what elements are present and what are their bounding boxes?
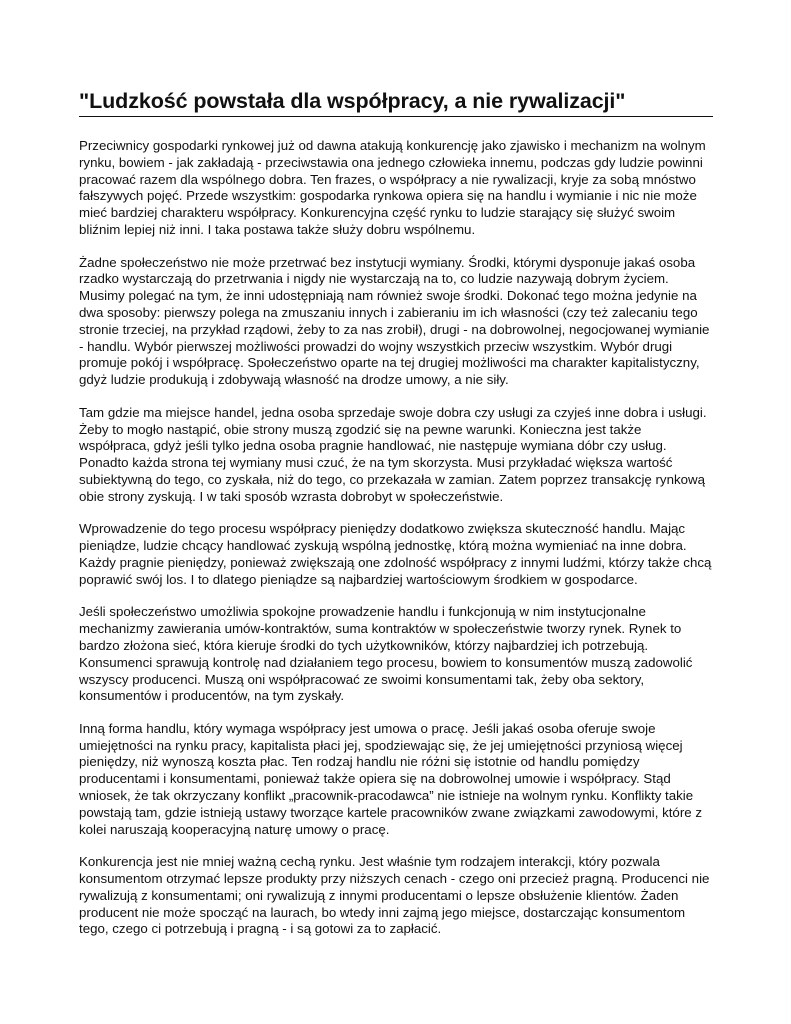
document-body [79,138,713,938]
paragraph-3: Tam gdzie ma miejsce handel, jedna osoba sprzedaje swoje dobra czy usługi za czyjeś inne dobra i usługi. Żeby to mogło nastąpić, obie strony muszą zgodzić się na pewne warunki. Konieczna jest także współpraca, gdyż jeśli tylko jedna osoba pragnie handlować, nie następuje wymiana dóbr czy usług. Ponadto każda strona tej wymiany musi czuć, że na tym skorzysta. Musi przykładać większa wartość subiektywną do tego, co zyskała, niż do tego, co przekazała w zamian. Zatem poprzez transakcję rynkową obie strony zyskują. I w taki sposób wzrasta dobrobyt w społeczeństwie. [79,404,707,504]
paragraph-2: Żadne społeczeństwo nie może przetrwać bez instytucji wymiany. Środki, którymi dysponuje jakaś osoba rzadko wystarczają do przetrwania i nigdy nie wystarczają na to, co ludzie nazywają dobrym życiem. Musimy polegać na tym, że inni udostępniają nam również swoje środki. Dokonać tego można jedynie na dwa sposoby: pierwszy polega na zmuszaniu innych i zabieraniu im ich własności (czy też zalecaniu tego stronie trzeciej, na przykład rządowi, żeby to za nas zrobił), drugi - na dobrowolnej, negocjowanej wymianie - handlu. Wybór pierwszej możliwości prowadzi do wojny wszystkich przeciw wszystkim. Wybór drugi promuje pokój i współpracę. Społeczeństwo oparte na tej drugiej możliwości ma charakter kapitalistyczny, gdyż ludzie produkują i zdobywają własność na drodze umowy, a nie siły. [79,254,710,388]
paragraph-5: Jeśli społeczeństwo umożliwia spokojne prowadzenie handlu i funkcjonują w nim instytucjonalne mechanizmy zawierania umów-kontraktów, suma kontraktów w społeczeństwie tworzy rynek. Rynek to bardzo złożona sieć, która kieruje środki do tych użytkowników, którzy najbardziej ich potrzebują. Konsumenci sprawują kontrolę nad działaniem tego procesu, bowiem to konsumentów muszą zadowolić wszyscy producenci. Muszą oni współpracować ze swoimi konsumentami tak, żeby oba sektory, konsumentów i producentów, na tym zyskały. [79,604,693,704]
document-page [79,88,713,954]
paragraph-6: Inną forma handlu, który wymaga współpracy jest umowa o pracę. Jeśli jakaś osoba oferuje swoje umiejętności na rynku pracy, kapitalista płaci jej, spodziewając się, że jej umiejętności przyniosą więcej pieniędzy, niż wynoszą koszta płac. Ten rodzaj handlu nie różni się istotnie od handlu pomiędzy producentami i konsumentami, ponieważ także opiera się na dobrowolnej umowie i współpracy. Stąd wniosek, że tak okrzyczany konflikt „pracownik-pracodawca” nie istnieje na wolnym rynku. Konflikty takie powstają tam, gdzie istnieją ustawy tworzące kartele pracowników zwane związkami zawodowymi, które z kolei naruszają kooperacyjną naturę umowy o pracę. [79,720,702,837]
document-title: "Ludzkość powstała dla współpracy, a nie rywalizacji" [79,88,713,117]
paragraph-7: Konkurencja jest nie mniej ważną cechą rynku. Jest właśnie tym rodzajem interakcji, który pozwala konsumentom otrzymać lepsze produkty przy niższych cenach - czego oni przecież pragną. Producenci nie rywalizują z konsumentami; oni rywalizują z innymi producentami o lepsze obsłużenie klientów. Żaden producent nie może spocząć na laurach, bo wtedy inni zajmą jego miejsce, dostarczając konsumentom tego, czego ci potrzebują i pragną - i są gotowi za to zapłacić. [79,854,710,937]
paragraph-4: Wprowadzenie do tego procesu współpracy pieniędzy dodatkowo zwiększa skuteczność handlu. Mając pieniądze, ludzie chcący handlować zyskują wspólną jednostkę, którą można wymieniać na inne dobra. Każdy pragnie pieniędzy, ponieważ zwiększają one zdolność współpracy z innymi ludźmi, którzy także chcą poprawić swój los. I to dlatego pieniądze są najbardziej wartościowym środkiem w gospodarce. [79,521,712,587]
paragraph-1: Przeciwnicy gospodarki rynkowej już od dawna atakują konkurencję jako zjawisko i mechanizm na wolnym rynku, bowiem - jak zakładają - przeciwstawia ona jednego człowieka innemu, podczas gdy ludzie powinni pracować razem dla wspólnego dobra. Ten frazes, o współpracy a nie rywalizacji, kryje za sobą mnóstwo fałszywych pojęć. Przede wszystkim: gospodarka rynkowa opiera się na handlu i wymianie i nic nie może mieć bardziej charakteru współpracy. Konkurencyjna część rynku to ludzie starający się służyć swoim bliźnim lepiej niż inni. I taka postawa także służy dobru wspólnemu. [79,138,706,237]
